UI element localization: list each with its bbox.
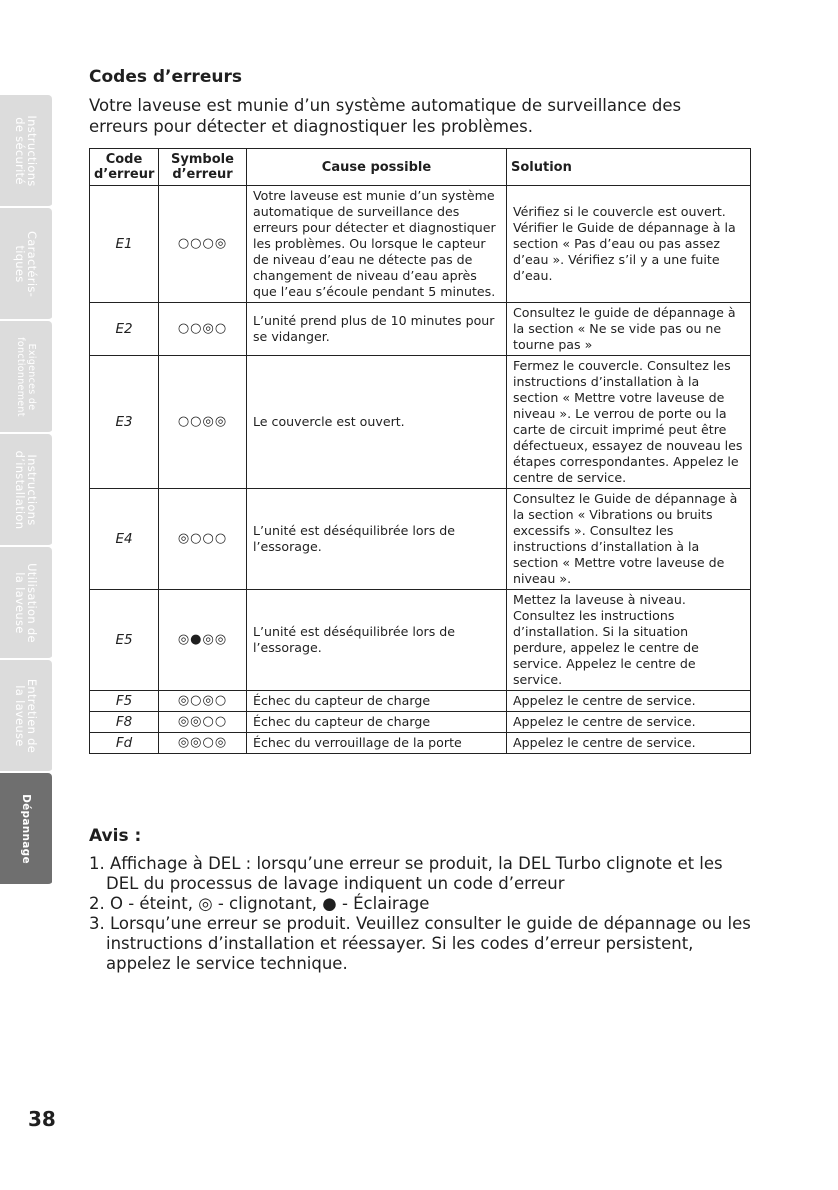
led-symbol: ○○◎◎ [159, 356, 247, 489]
error-code: F5 [90, 691, 159, 712]
error-code: E2 [90, 303, 159, 356]
possible-cause: Échec du capteur de charge [247, 712, 507, 733]
error-code: Fd [90, 733, 159, 754]
notice-title: Avis : [89, 826, 142, 846]
table-row [90, 303, 751, 356]
header-error-symbol: Symbole d’erreur [159, 149, 247, 186]
tab-using-washer[interactable] [0, 547, 52, 660]
led-symbol: ◎◎○○ [159, 712, 247, 733]
error-code: E1 [90, 186, 159, 303]
tab-label: Utilisation de la laveuse [13, 562, 39, 643]
tab-label: Dépannage [20, 793, 32, 864]
tab-label: Caractéris- tiques [13, 230, 39, 297]
intro-paragraph: Votre laveuse est munie d’un système automatique de surveillance des erreurs pour détecter et diagnostiquer les problèmes. [89, 96, 682, 136]
solution: Consultez le Guide de dépannage à la section « Vibrations ou bruits excessifs ». Consultez les instructions d’installation à la section « Mettre votre laveuse de niveau ». [507, 489, 751, 590]
tab-label: Entretien de la laveuse [13, 678, 39, 753]
table-row [90, 186, 751, 303]
tab-troubleshooting[interactable] [0, 773, 52, 886]
led-symbol: ◎○◎○ [159, 691, 247, 712]
solution: Consultez le guide de dépannage à la section « Ne se vide pas ou ne tourne pas » [507, 303, 751, 356]
tab-safety-instructions[interactable] [0, 95, 52, 208]
tab-washer-care[interactable] [0, 660, 52, 773]
error-code: E3 [90, 356, 159, 489]
error-code: E4 [90, 489, 159, 590]
section-title: Codes d’erreurs [89, 67, 242, 87]
possible-cause: Échec du verrouillage de la porte [247, 733, 507, 754]
table-row [90, 356, 751, 489]
solution: Mettez la laveuse à niveau. Consultez les instructions d’installation. Si la situation perdure, appelez le centre de service. Appelez le centre de service. [507, 590, 751, 691]
led-symbol: ◎○○○ [159, 489, 247, 590]
solution: Appelez le centre de service. [507, 712, 751, 733]
tab-label: Exigences de fonctionnement [15, 336, 37, 417]
solution: Fermez le couvercle. Consultez les instructions d’installation à la section « Mettre votre laveuse de niveau ». Le verrou de porte ou la carte de circuit imprimé peut être défectueux, essayez de nouveau les étapes correspondantes. Appelez le centre de service. [507, 356, 751, 489]
table-row [90, 733, 751, 754]
error-code-table [89, 148, 751, 754]
solution: Vérifiez si le couvercle est ouvert. Vérifier le Guide de dépannage à la section « Pas d’eau ou pas assez d’eau ». Vérifiez s’il y a une fuite d’eau. [507, 186, 751, 303]
possible-cause: L’unité est déséquilibrée lors de l’essorage. [247, 489, 507, 590]
possible-cause: Votre laveuse est munie d’un système automatique de surveillance des erreurs pour détecter et diagnostiquer les problèmes. Ou lorsque le capteur de niveau d’eau ne détecte pas de changement de niveau d’eau après que l’eau s’écoule pendant 5 minutes. [247, 186, 507, 303]
header-possible-cause: Cause possible [247, 149, 507, 186]
table-row [90, 489, 751, 590]
notice-item: 2. O - éteint, ◎ - clignotant, ● - Éclairage [89, 894, 430, 913]
led-symbol: ◎◎○◎ [159, 733, 247, 754]
side-tab-bar [0, 95, 52, 886]
notice-item: 3. Lorsqu’une erreur se produit. Veuillez consulter le guide de dépannage ou les instructions d’installation et réessayer. Si les codes d’erreur persistent, appelez le service technique. [89, 914, 751, 973]
solution: Appelez le centre de service. [507, 691, 751, 712]
led-symbol: ○○◎○ [159, 303, 247, 356]
possible-cause: Le couvercle est ouvert. [247, 356, 507, 489]
error-code: E5 [90, 590, 159, 691]
table-row [90, 590, 751, 691]
page-number: 38 [28, 1107, 56, 1131]
table-row [90, 691, 751, 712]
notice-list [89, 854, 754, 974]
notice-item: 1. Affichage à DEL : lorsqu’une erreur se produit, la DEL Turbo clignote et les DEL du processus de lavage indiquent un code d’erreur [89, 854, 723, 893]
table-header-row [90, 149, 751, 186]
possible-cause: L’unité prend plus de 10 minutes pour se vidanger. [247, 303, 507, 356]
header-solution: Solution [507, 149, 751, 186]
tab-label: Instructions de sécurité [13, 114, 39, 187]
tab-label: Instructions d’installation [13, 450, 39, 529]
header-error-code: Code d’erreur [90, 149, 159, 186]
led-symbol: ○○○◎ [159, 186, 247, 303]
table-row [90, 712, 751, 733]
tab-features[interactable] [0, 208, 52, 321]
tab-operating-requirements[interactable] [0, 321, 52, 434]
solution: Appelez le centre de service. [507, 733, 751, 754]
possible-cause: L’unité est déséquilibrée lors de l’essorage. [247, 590, 507, 691]
possible-cause: Échec du capteur de charge [247, 691, 507, 712]
led-symbol: ◎●◎◎ [159, 590, 247, 691]
tab-installation-instructions[interactable] [0, 434, 52, 547]
error-code: F8 [90, 712, 159, 733]
